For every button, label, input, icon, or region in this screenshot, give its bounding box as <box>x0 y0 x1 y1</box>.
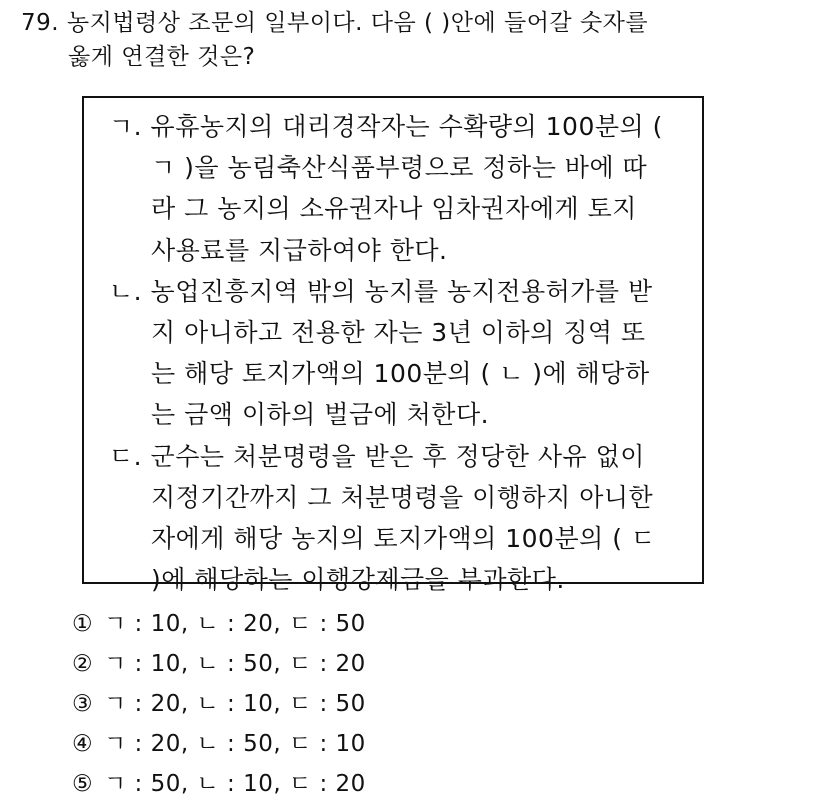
question-text-line-1: 79. 농지법령상 조문의 일부이다. 다음 ( )안에 들어갈 숫자를 <box>21 10 649 36</box>
answer-option-4[interactable] <box>72 724 366 764</box>
statement-line: ㄷ. 군수는 처분명령을 받은 후 정당한 사유 없이 <box>109 441 645 471</box>
question-stem <box>21 6 648 74</box>
statement-line: 는 금액 이하의 벌금에 처한다. <box>151 400 490 430</box>
statement-line: ㄱ )을 농림축산식품부령으로 정하는 바에 따 <box>151 153 648 183</box>
statement-box <box>82 96 704 595</box>
answer-options <box>72 604 366 804</box>
statement-line: ㄱ. 유휴농지의 대리경작자는 수확량의 100분의 ( <box>109 112 663 141</box>
statement-line: 사용료를 지급하여야 한다. <box>151 235 448 265</box>
option-number: ② <box>72 651 94 677</box>
option-text: ㄱ : 20, ㄴ : 50, ㄷ : 10 <box>104 731 366 757</box>
option-number: ⑤ <box>72 771 94 797</box>
statement-line: )에 해당하는 이행강제금을 부과한다. <box>151 565 565 595</box>
option-text: ㄱ : 10, ㄴ : 20, ㄷ : 50 <box>104 611 366 637</box>
statement-line: 지 아니하고 전용한 자는 3년 이하의 징역 또 <box>151 318 646 348</box>
statement-line: 라 그 농지의 소유권자나 임차권자에게 토지 <box>151 194 637 224</box>
statement-line: 는 해당 토지가액의 100분의 ( ㄴ )에 해당하 <box>151 359 650 389</box>
answer-option-3[interactable] <box>72 684 366 724</box>
option-number: ④ <box>72 731 94 757</box>
option-text: ㄱ : 50, ㄴ : 10, ㄷ : 20 <box>104 771 366 797</box>
statement-line: 지정기간까지 그 처분명령을 이행하지 아니한 <box>151 482 654 512</box>
statement-line: ㄴ. 농업진흥지역 밖의 농지를 농지전용허가를 받 <box>109 276 653 306</box>
answer-option-2[interactable] <box>72 644 366 684</box>
statement-line: 자에게 해당 농지의 토지가액의 100분의 ( ㄷ <box>151 524 656 554</box>
question-text-line-2: 옳게 연결한 것은? <box>68 44 256 70</box>
statement-text <box>109 106 663 600</box>
option-number: ① <box>72 611 94 637</box>
option-text: ㄱ : 20, ㄴ : 10, ㄷ : 50 <box>104 691 366 717</box>
option-number: ③ <box>72 691 94 717</box>
answer-option-5[interactable] <box>72 764 366 804</box>
answer-option-1[interactable] <box>72 604 366 644</box>
option-text: ㄱ : 10, ㄴ : 50, ㄷ : 20 <box>104 651 366 677</box>
